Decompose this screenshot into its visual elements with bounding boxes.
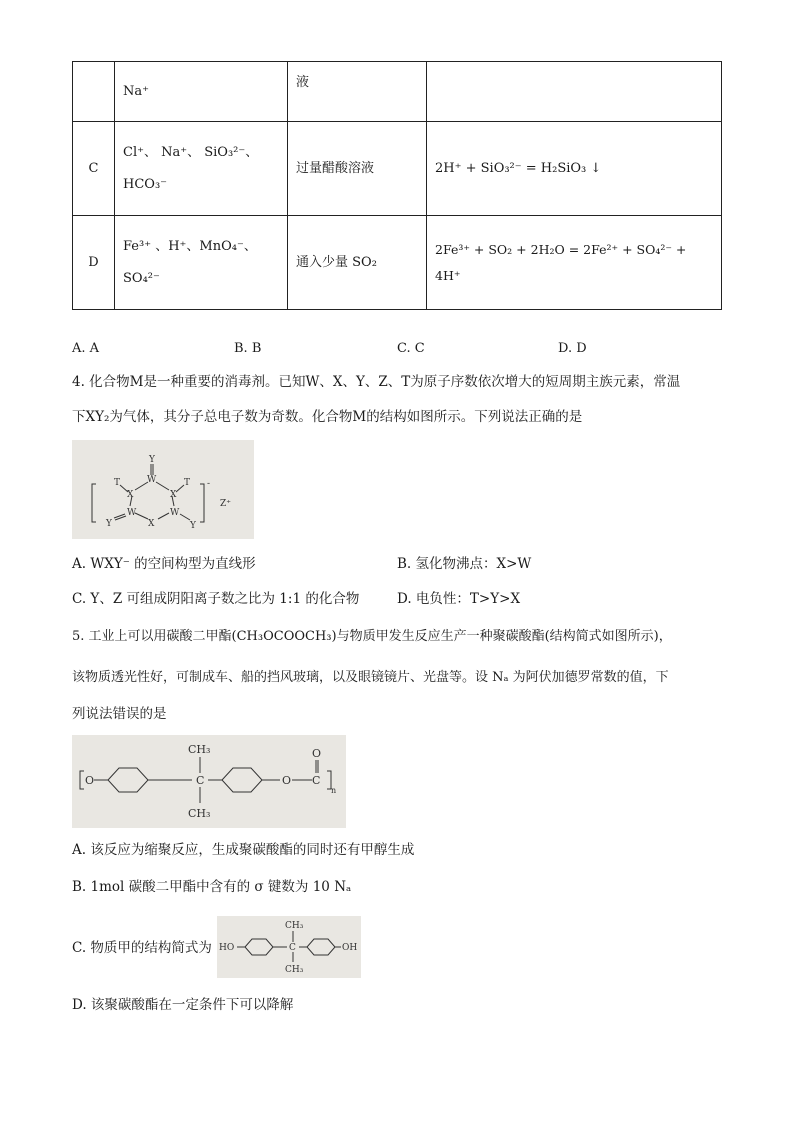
question-5-line3: 列说法错误的是 xyxy=(72,706,167,722)
atom-w-right: W xyxy=(170,508,180,518)
q4-option-a[interactable]: A. WXY⁻ 的空间构型为直线形 xyxy=(72,556,256,572)
equation-cell: 2H⁺ + SiO₃²⁻ = H₂SiO₃ ↓ xyxy=(427,122,722,216)
o-left: O xyxy=(85,774,95,787)
atom-t-right: T xyxy=(184,478,191,488)
carbonyl-o: O xyxy=(312,747,322,760)
atom-y-left: Y xyxy=(106,519,112,529)
question-5-line2: 该物质透光性好，可制成车、船的挡风玻璃，以及眼镜镜片、光盘等。设 Nₐ 为阿伏加德罗常数的值，下 xyxy=(72,670,669,685)
ch3-top: CH₃ xyxy=(188,743,211,756)
question-5-line1: 5. 工业上可以用碳酸二甲酯(CH₃OCOOCH₃)与物质甲发生反应生产一种聚碳酸酯(结构简式如图所示)， xyxy=(72,629,672,644)
question-4-line1: 4. 化合物M是一种重要的消毒剂。已知W、X、Y、Z、T为原子序数依次增大的短周期主族元素，常温 xyxy=(72,374,681,390)
ions-text: Na⁺ xyxy=(123,83,149,99)
cation-z: Z⁺ xyxy=(220,499,232,509)
option-c[interactable]: C. C xyxy=(397,341,425,356)
ch3-bottom: CH₃ xyxy=(188,807,211,820)
repeat-n: n xyxy=(331,786,337,795)
ho-group: HO xyxy=(219,943,235,953)
atom-y-right: Y xyxy=(190,521,196,531)
carbonyl-c: C xyxy=(312,774,321,787)
row-label: C xyxy=(73,122,115,216)
q5-option-d[interactable]: D. 该聚碳酸酯在一定条件下可以降解 xyxy=(72,997,294,1013)
q4-option-b[interactable]: B. 氢化物沸点：X>W xyxy=(397,556,532,572)
q5-option-b[interactable]: B. 1mol 碳酸二甲酯中含有的 σ 键数为 10 Nₐ xyxy=(72,879,352,895)
q5-option-a[interactable]: A. 该反应为缩聚反应，生成聚碳酸酯的同时还有甲醇生成 xyxy=(72,842,415,858)
q4-option-d[interactable]: D. 电负性：T>Y>X xyxy=(397,591,521,607)
compound-m-structure-image xyxy=(72,440,254,539)
compound-m-structure-svg xyxy=(72,440,254,539)
bisphenol-a-structure-svg xyxy=(217,916,361,978)
reagent-cell: 通入少量 SO₂ xyxy=(288,216,427,310)
atom-t-left: T xyxy=(114,478,121,488)
ions-text: HCO₃⁻ xyxy=(123,176,168,192)
o-right: O xyxy=(282,774,292,787)
ions-text: Fe³⁺ 、H⁺、MnO₄⁻、 xyxy=(123,238,257,254)
ions-text: Cl⁺、 Na⁺、 SiO₃²⁻、 xyxy=(123,144,259,160)
option-b[interactable]: B. B xyxy=(234,341,262,356)
ions-cell xyxy=(115,62,288,122)
table-row xyxy=(73,216,722,310)
atom-y-top: Y xyxy=(149,455,155,465)
q5-option-c[interactable]: C. 物质甲的结构简式为 xyxy=(72,940,212,956)
oh-group: OH xyxy=(342,943,358,953)
question-4-line2: 下XY₂为气体，其分子总电子数为奇数。化合物M的结构如图所示。下列说法正确的是 xyxy=(72,409,583,425)
quaternary-c: C xyxy=(289,943,296,953)
ions-text: SO₄²⁻ xyxy=(123,270,160,286)
atom-x-left: X xyxy=(127,490,134,500)
reagent-cell: 液 xyxy=(288,62,427,122)
reagent-cell: 过量醋酸溶液 xyxy=(288,122,427,216)
equation-cell: 2Fe³⁺ + SO₂ + 2H₂O = 2Fe²⁺ + SO₄²⁻ + 4H⁺ xyxy=(427,216,722,310)
row-label: D xyxy=(73,216,115,310)
polycarbonate-structure-image xyxy=(72,735,346,828)
row-label xyxy=(73,62,115,122)
bisphenol-a-structure-image xyxy=(217,916,361,978)
quaternary-c: C xyxy=(196,774,205,787)
atom-x-right: X xyxy=(170,490,177,500)
ch3-bottom: CH₃ xyxy=(285,965,304,975)
table-row xyxy=(73,122,722,216)
ions-cell xyxy=(115,122,288,216)
anion-charge: - xyxy=(207,479,211,489)
atom-x-bottom: X xyxy=(148,519,155,529)
option-d[interactable]: D. D xyxy=(558,341,587,356)
q4-option-c[interactable]: C. Y、Z 可组成阴阳离子数之比为 1:1 的化合物 xyxy=(72,591,360,607)
table-row xyxy=(73,62,722,122)
ions-cell xyxy=(115,216,288,310)
polycarbonate-structure-svg xyxy=(72,735,346,828)
atom-w-left: W xyxy=(127,508,137,518)
equation-cell xyxy=(427,62,722,122)
option-a[interactable]: A. A xyxy=(72,341,100,356)
ch3-top: CH₃ xyxy=(285,921,304,931)
ion-table xyxy=(72,61,722,310)
atom-w-top: W xyxy=(147,475,157,485)
